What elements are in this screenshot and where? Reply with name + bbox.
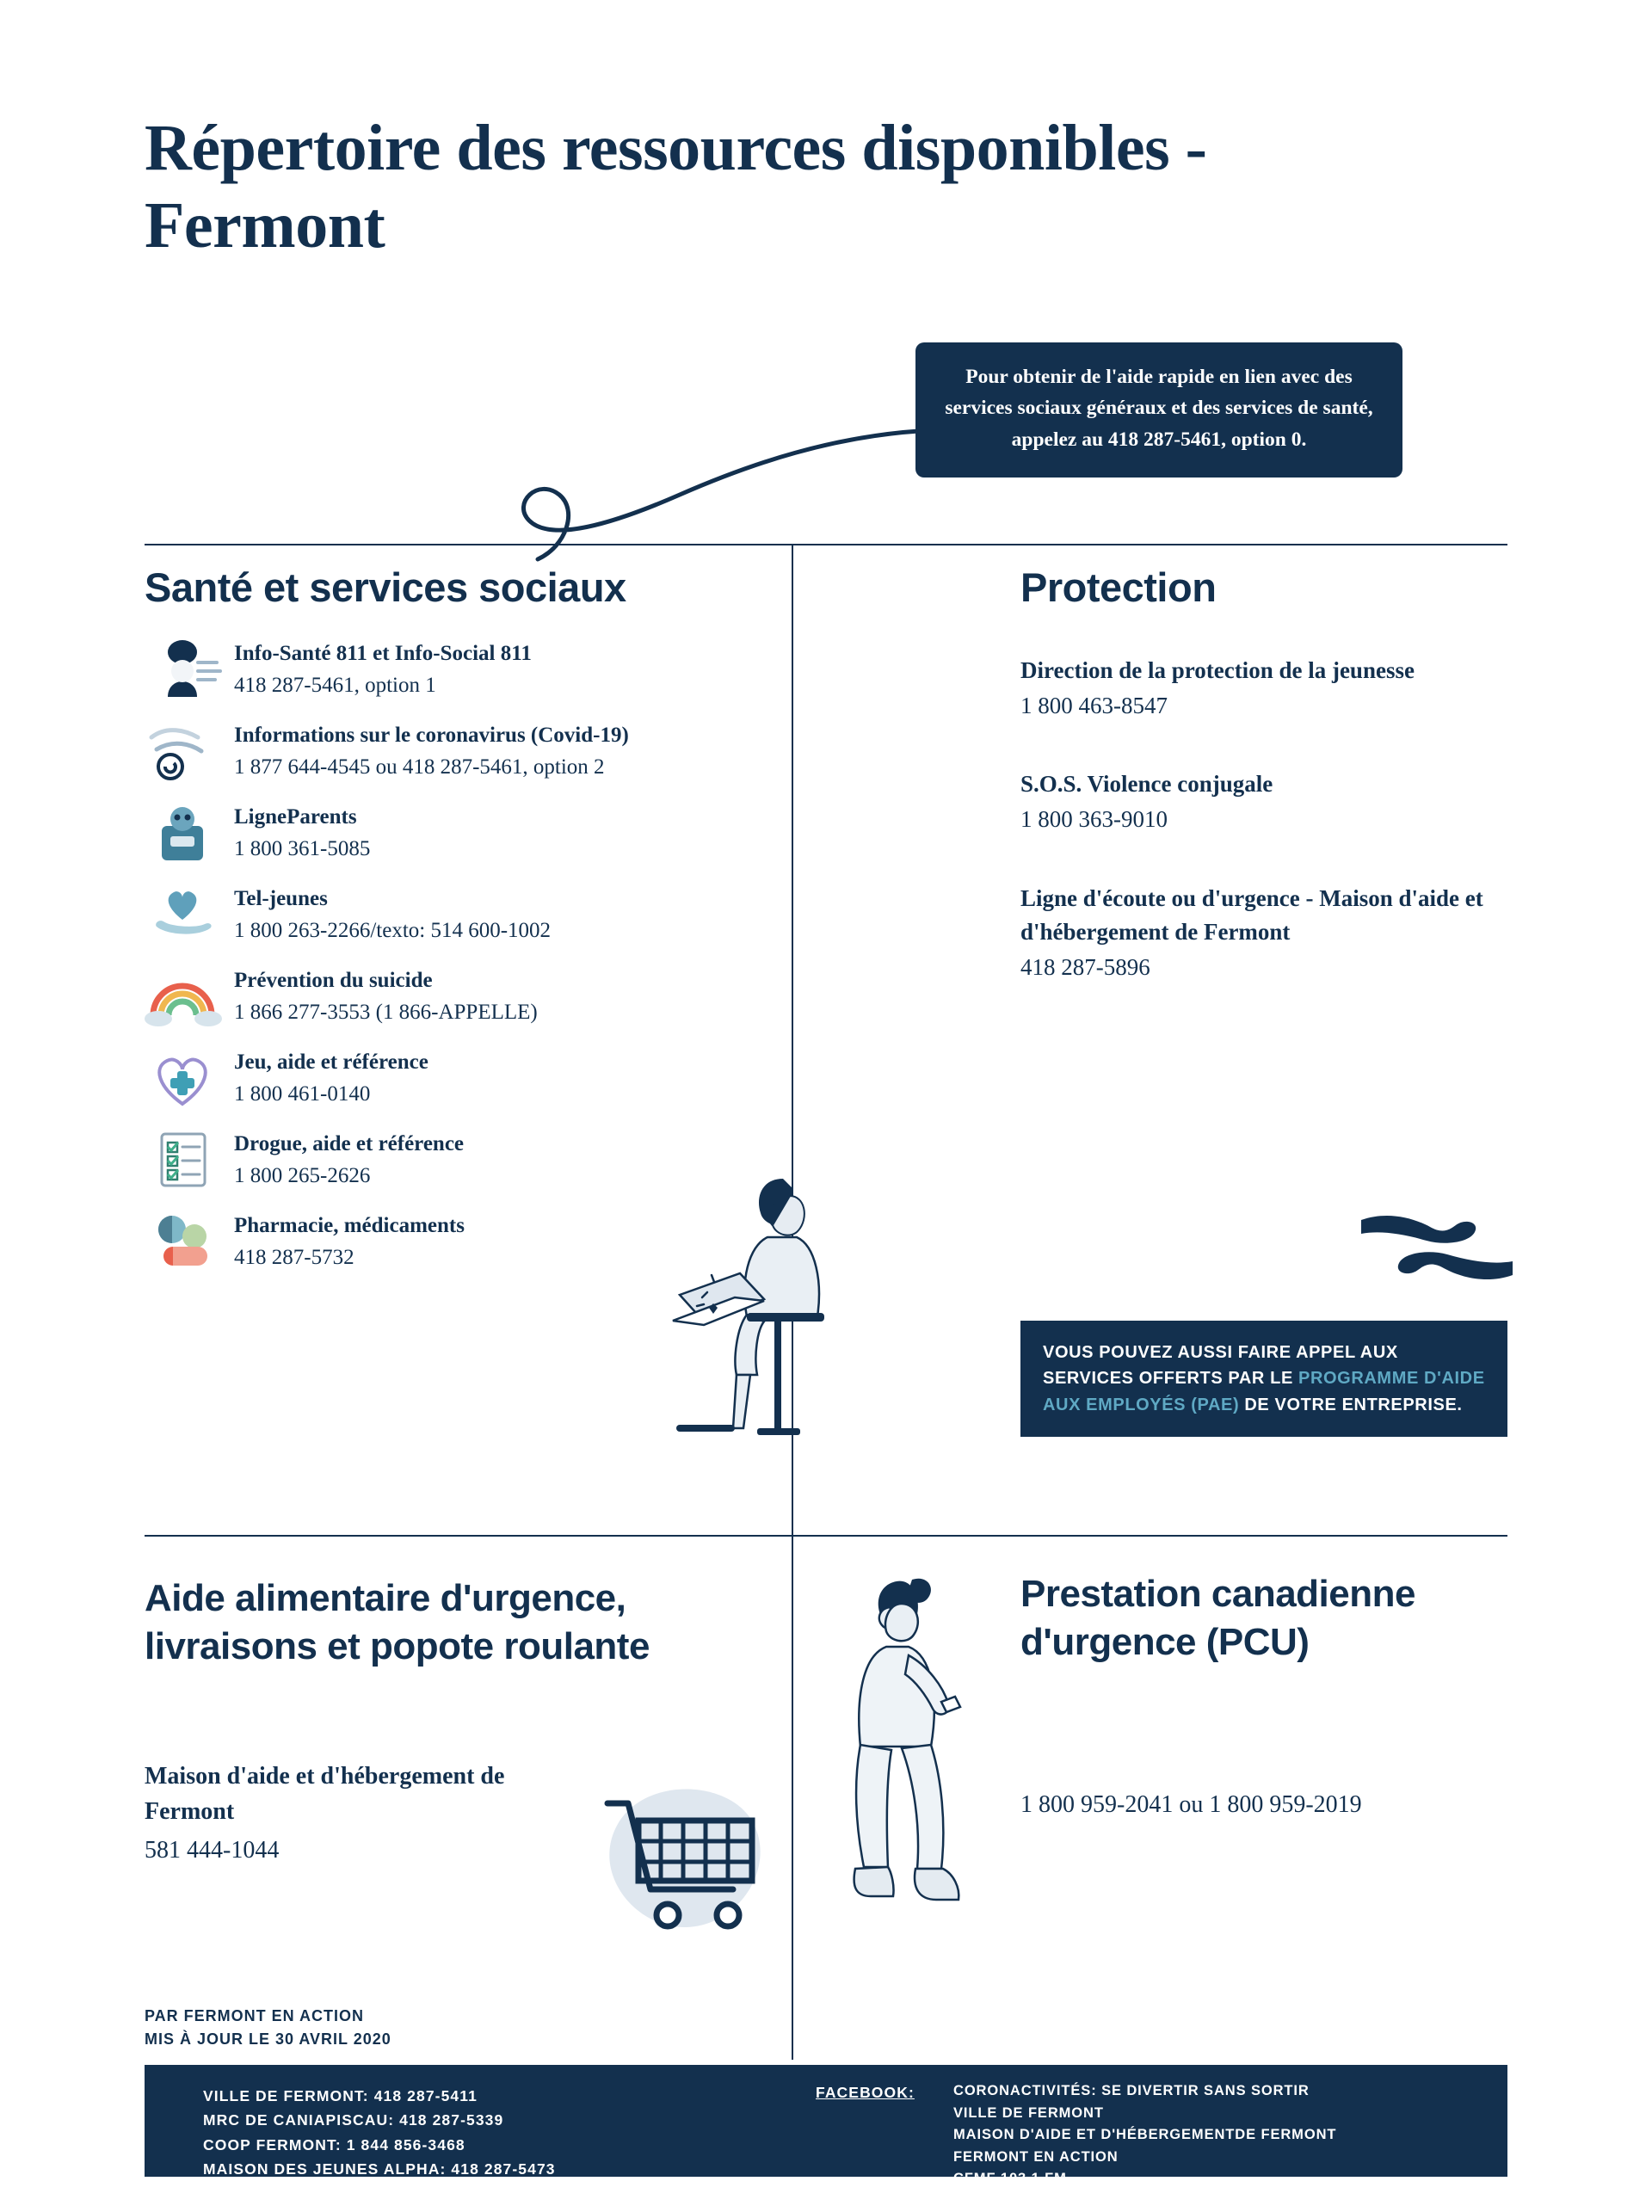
resource-number: 418 287-5461, option 1 bbox=[234, 673, 436, 697]
pills-icon bbox=[145, 1209, 234, 1274]
footer-contact: MAISON DES JEUNES ALPHA: 418 287-5473 bbox=[203, 2160, 556, 2178]
list-item bbox=[145, 718, 764, 784]
facebook-page: VILLE DE FERMONT bbox=[953, 2104, 1104, 2121]
section-heading-aide-alimentaire: Aide alimentaire d'urgence, livraisons et popote roulante bbox=[145, 1577, 650, 1668]
divider-middle bbox=[145, 1535, 1507, 1537]
facebook-pages bbox=[953, 2080, 1336, 2212]
list-item bbox=[145, 882, 764, 947]
sneeze-icon bbox=[145, 637, 234, 702]
list-item bbox=[1020, 882, 1537, 984]
list-item bbox=[145, 1045, 764, 1111]
resource-name: Pharmacie, médicaments bbox=[234, 1214, 465, 1237]
resource-number: 1 800 361-5085 bbox=[234, 836, 371, 860]
heart-in-hand-icon bbox=[145, 882, 234, 947]
pae-note-part2: DE VOTRE ENTREPRISE. bbox=[1239, 1395, 1463, 1414]
resource-name: LigneParents bbox=[234, 805, 357, 829]
footer-contacts bbox=[203, 2084, 556, 2181]
list-item bbox=[1020, 767, 1537, 836]
facebook-page: CFMF 103,1 FM bbox=[953, 2171, 1067, 2187]
callout-bubble bbox=[915, 342, 1402, 478]
section-heading-protection: Protection bbox=[1020, 564, 1217, 610]
pcu-numbers: 1 800 959-2041 ou 1 800 959-2019 bbox=[1020, 1791, 1362, 1818]
resource-number: 1 800 363-9010 bbox=[1020, 806, 1168, 833]
aide-alimentaire-body bbox=[145, 1759, 592, 1869]
resource-number: 1 800 463-8547 bbox=[1020, 693, 1168, 719]
list-item bbox=[145, 637, 764, 702]
pae-note-accent: PROGRAMME D'AIDE AUX EMPLOYÉS (PAE) bbox=[1043, 1369, 1485, 1414]
person-walking-illustration bbox=[826, 1566, 989, 1962]
resource-number: 418 287-5896 bbox=[1020, 953, 1150, 980]
squiggle-arrow-icon bbox=[465, 413, 946, 585]
footer bbox=[145, 2065, 1507, 2209]
credits bbox=[145, 2005, 391, 2051]
resource-name: Tel-jeunes bbox=[234, 887, 328, 910]
person-with-laptop-illustration bbox=[654, 1144, 878, 1488]
resource-name: Informations sur le coronavirus (Covid-19) bbox=[234, 724, 629, 747]
list-item bbox=[145, 964, 764, 1029]
facebook-page: MAISON DES JEUNES ALPHA bbox=[953, 2192, 1174, 2209]
resource-name: Drogue, aide et référence bbox=[234, 1132, 465, 1155]
heart-cross-icon bbox=[145, 1045, 234, 1111]
organization-number: 581 444-1044 bbox=[145, 1837, 280, 1864]
resource-name: Info-Santé 811 et Info-Social 811 bbox=[234, 642, 532, 665]
footer-contact: MRC DE CANIAPISCAU: 418 287-5339 bbox=[203, 2111, 504, 2129]
pae-note-part1: VOUS POUVEZ AUSSI FAIRE APPEL AUX SERVICES OFFERTS PAR LE bbox=[1043, 1343, 1398, 1389]
resource-name: Jeu, aide et référence bbox=[234, 1051, 428, 1074]
resource-name: S.O.S. Violence conjugale bbox=[1020, 771, 1273, 798]
resource-name: Direction de la protection de la jeunesse bbox=[1020, 657, 1415, 683]
resource-number: 1 800 265-2626 bbox=[234, 1163, 371, 1187]
resource-list-protection bbox=[1020, 654, 1537, 1029]
section-heading-sante: Santé et services sociaux bbox=[145, 564, 626, 610]
credits-line-1: PAR FERMONT EN ACTION bbox=[145, 2007, 364, 2024]
resource-number: 418 287-5732 bbox=[234, 1245, 354, 1269]
credits-line-2: MIS À JOUR LE 30 AVRIL 2020 bbox=[145, 2030, 391, 2048]
list-item bbox=[145, 800, 764, 866]
resource-number: 1 800 263-2266/texto: 514 600-1002 bbox=[234, 918, 552, 942]
facebook-page: CORONACTIVITÉS: SE DIVERTIR SANS SORTIR bbox=[953, 2083, 1310, 2098]
parent-child-icon bbox=[145, 800, 234, 866]
resource-number: 1 866 277-3553 (1 866-APPELLE) bbox=[234, 1000, 538, 1024]
footer-contact: COOP FERMONT: 1 844 856-3468 bbox=[203, 2135, 465, 2153]
resource-name: Ligne d'écoute ou d'urgence - Maison d'aide et d'hébergement de Fermont bbox=[1020, 884, 1483, 945]
section-heading-pcu: Prestation canadienne d'urgence (PCU) bbox=[1020, 1573, 1415, 1664]
checklist-icon bbox=[145, 1127, 234, 1192]
page-title: Répertoire des ressources disponibles - Fermont bbox=[145, 112, 1207, 262]
shopping-cart-illustration bbox=[585, 1772, 783, 1953]
callout-text: Pour obtenir de l'aide rapide en lien avec des services sociaux généraux et des services de santé, appelez au 418 287-5461, option 0. bbox=[945, 366, 1373, 451]
virus-icon bbox=[145, 718, 234, 784]
list-item bbox=[1020, 654, 1537, 723]
helping-hands-illustration bbox=[1359, 1196, 1514, 1299]
facebook-page: FERMONT EN ACTION bbox=[953, 2148, 1119, 2165]
organization-name: Maison d'aide et d'hébergement de Fermont bbox=[145, 1763, 505, 1825]
divider-top bbox=[145, 544, 1507, 545]
resource-name: Prévention du suicide bbox=[234, 969, 433, 992]
resource-number: 1 800 461-0140 bbox=[234, 1081, 371, 1106]
rainbow-icon bbox=[145, 964, 234, 1029]
facebook-page: MAISON D'AIDE ET D'HÉBERGEMENTDE FERMONT bbox=[953, 2127, 1337, 2143]
divider-vertical-bottom bbox=[792, 1535, 793, 2060]
footer-contact: VILLE DE FERMONT: 418 287-5411 bbox=[203, 2087, 478, 2104]
facebook-label: FACEBOOK: bbox=[816, 2084, 915, 2101]
resource-number: 1 877 644-4545 ou 418 287-5461, option 2 bbox=[234, 755, 605, 779]
pae-note bbox=[1020, 1321, 1507, 1437]
